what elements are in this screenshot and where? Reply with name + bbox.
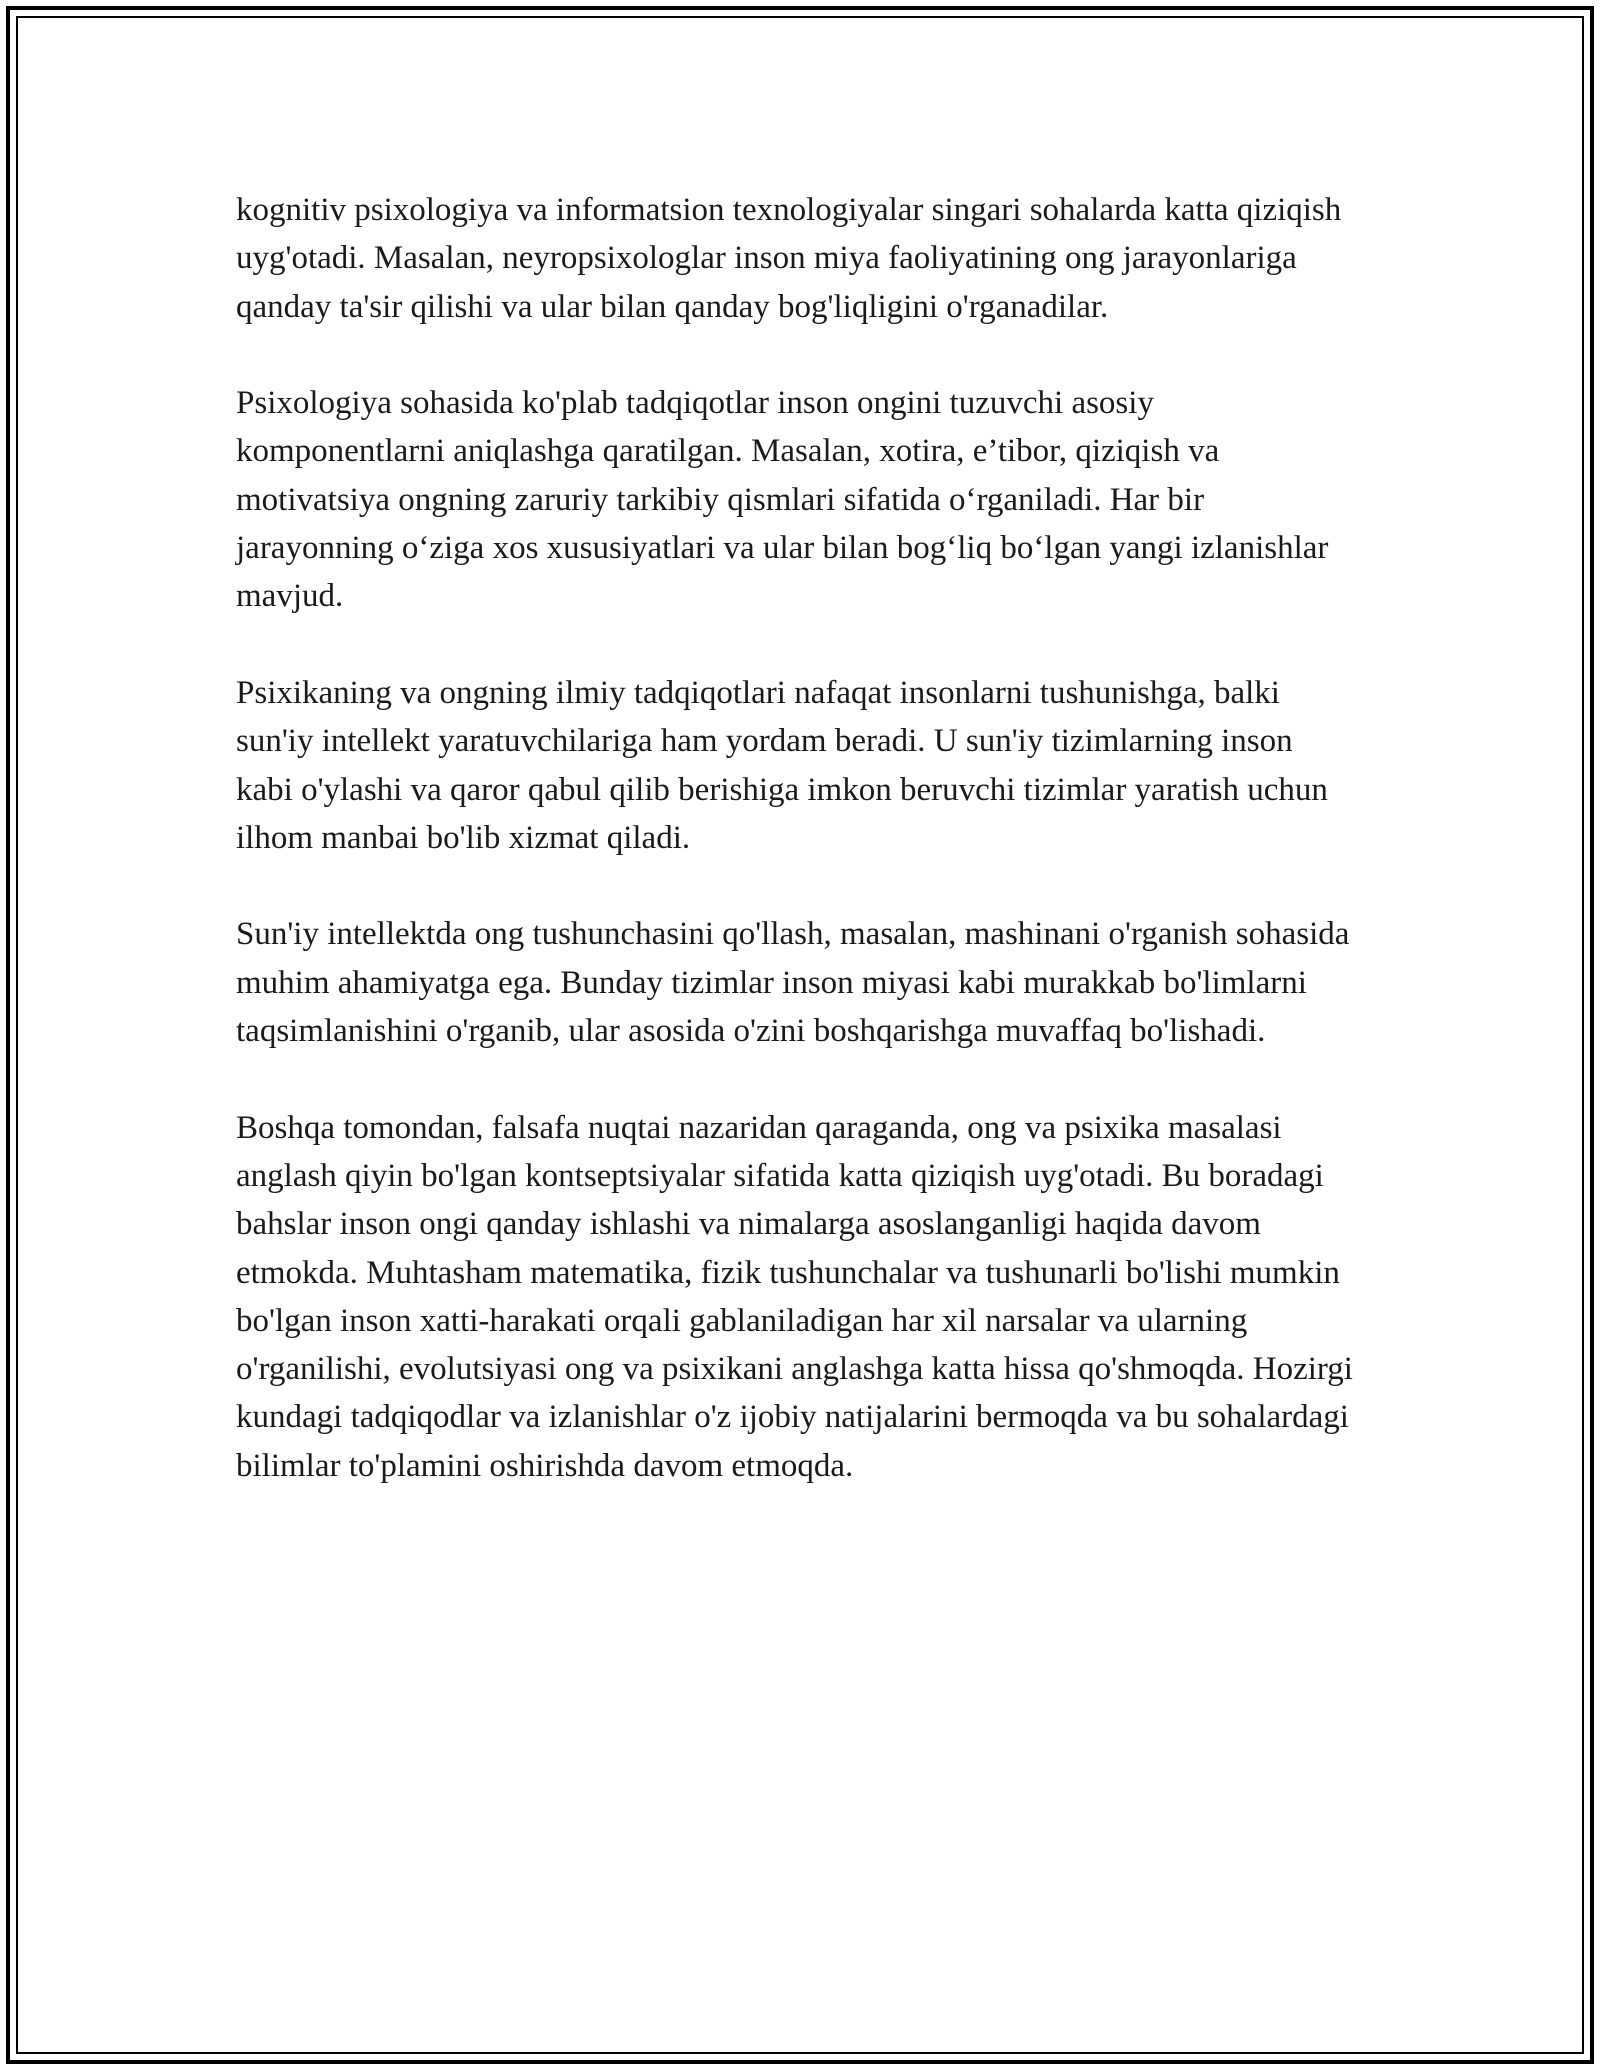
paragraph-5: Boshqa tomondan, falsafa nuqtai nazaridan qaraganda, ong va psixika masalasi anglash qiyin bo'lgan kontseptsiyalar sifatida katta qiziqish uyg'otadi. Bu boradagi bahslar inson ongi qanday ishlashi va nimalarga asoslanganligi haqida davom etmokda. Muhtasham matematika, fizik tushunchalar va tushunarli bo'lishi mumkin bo'lgan inson xatti-harakati orqali gablaniladigan har xil narsalar va ularning o'rganilishi, evolutsiyasi ong va psixikani anglashga katta hissa qo'shmoqda. Hozirgi kundagi tadqiqodlar va izlanishlar o'z ijobiy natijalarini bermoqda va bu sohalardagi bilimlar to'plamini oshirishda davom etmoqda. [236,1109,1353,1484]
paragraph-4: Sun'iy intellektda ong tushunchasini qo'llash, masalan, mashinani o'rganish sohasida muhim ahamiyatga ega. Bunday tizimlar inson miyasi kabi murakkab bo'limlarni taqsimlanishini o'rganib, ular asosida o'zini boshqarishga muvaffaq bo'lishadi. [236,916,1350,1050]
paragraph-1: kognitiv psixologiya va informatsion texnologiyalar singari sohalarda katta qiziqish uyg'otadi. Masalan, neyropsixologlar inson miya faoliyatining ong jarayonlariga qanday ta'sir qilishi va ular bilan qanday bog'liqligini o'rganadilar. [236,192,1342,325]
paragraph-2: Psixologiya sohasida ko'plab tadqiqotlar inson ongini tuzuvchi asosiy komponentlarni aniqlashga qaratilgan. Masalan, xotira, e’tibor, qiziqish va motivatsiya ongning zaruriy tarkibiy qismlari sifatida o‘rganiladi. Har bir jarayonning o‘ziga xos xususiyatlari va ular bilan bog‘liq bo‘lgan yangi izlanishlar mavjud. [236,385,1329,615]
document-body [236,186,1356,1490]
paragraph-3: Psixikaning va ongning ilmiy tadqiqotlari nafaqat insonlarni tushunishga, balki sun'iy intellekt yaratuvchilariga ham yordam beradi. U sun'iy tizimlarning inson kabi o'ylashi va qaror qabul qilib berishiga imkon beruvchi tizimlar yaratish uchun ilhom manbai bo'lib xizmat qiladi. [236,674,1328,856]
